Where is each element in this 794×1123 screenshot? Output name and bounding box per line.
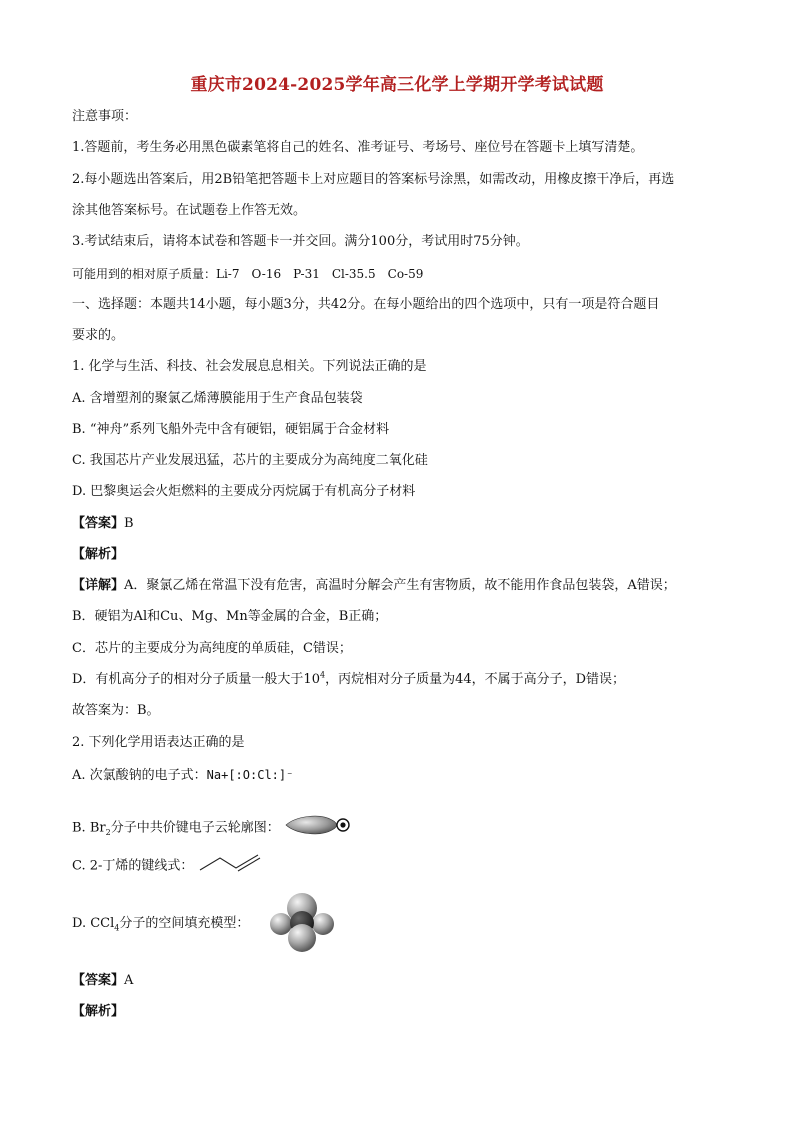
question-1-detail-d <box>72 671 724 689</box>
option-c-text: C. 2-丁烯的键线式： <box>72 858 194 874</box>
electron-formula: Na+[:O:Cl:]⁻ <box>206 768 294 782</box>
detail-text: A．聚氯乙烯在常温下没有危害，高温时分解会产生有害物质，故不能用作食品包装袋，A错误； <box>124 578 676 593</box>
question-2-option-a <box>72 766 724 785</box>
question-2-option-d <box>72 915 724 933</box>
option-b-label: B. <box>72 820 90 836</box>
question-1-detail-b: B．硬铝为Al和Cu、Mg、Mn等金属的合金，B正确； <box>72 609 388 624</box>
section-heading: 一、选择题：本题共14小题，每小题3分，共42分。在每小题给出的四个选项中，只有一项是符合题目 <box>72 297 660 312</box>
question-1-option-b: B. “神舟”系列飞船外壳中含有硬铝，硬铝属于合金材料 <box>72 422 390 437</box>
notice-item: 2.每小题选出答案后，用2B铅笔把答题卡上对应题目的答案标号涂黑，如需改动，用橡皮擦干净后，再选 <box>72 172 675 187</box>
option-d-text: 分子的空间填充模型： <box>119 916 250 931</box>
detail-label: 【详解】 <box>72 578 125 593</box>
section-heading-cont: 要求的。 <box>72 328 125 343</box>
detail-d-text-cont: ，丙烷相对分子质量为44，不属于高分子，D错误； <box>325 672 626 687</box>
subscript: 4 <box>114 923 120 933</box>
molecule: Br <box>89 820 106 836</box>
detail-d-text: D．有机高分子的相对分子质量一般大于10 <box>72 672 320 687</box>
bond-line-figure <box>198 852 268 880</box>
atomic-masses: 可能用到的相对原子质量：Li-7 O-16 P-31 Cl-35.5 Co-59 <box>72 267 424 281</box>
answer-value: B <box>124 516 134 531</box>
question-1-answer <box>72 515 724 533</box>
exponent: 4 <box>319 670 326 680</box>
question-1-stem: 1. 化学与生活、科技、社会发展息息相关。下列说法正确的是 <box>72 359 427 374</box>
question-1-conclusion: 故答案为：B。 <box>72 703 160 718</box>
analysis-label: 【解析】 <box>72 1004 125 1019</box>
option-a-text: A. 次氯酸钠的电子式： <box>72 768 207 783</box>
question-2-answer <box>72 972 724 990</box>
question-2-analysis <box>72 1003 724 1021</box>
subscript: 2 <box>105 828 111 838</box>
option-d-label: D. <box>72 916 91 931</box>
question-1-detail-c: C．芯片的主要成分为高纯度的单质硅，C错误； <box>72 641 352 656</box>
answer-label: 【答案】 <box>72 973 125 988</box>
notice-item: 涂其他答案标号。在试题卷上作答无效。 <box>72 203 307 218</box>
analysis-label: 【解析】 <box>72 547 125 562</box>
question-1-analysis <box>72 546 724 564</box>
notice-heading: 注意事项： <box>72 109 138 124</box>
question-1-option-a: A. 含增塑剂的聚氯乙烯薄膜能用于生产食品包装袋 <box>72 391 363 406</box>
option-b-text: 分子中共价键电子云轮廓图： <box>110 820 280 836</box>
question-1-option-d: D. 巴黎奥运会火炬燃料的主要成分丙烷属于有机高分子材料 <box>72 484 416 499</box>
question-2-option-c <box>72 852 724 880</box>
question-1-option-c: C. 我国芯片产业发展迅猛，芯片的主要成分为高纯度二氧化硅 <box>72 453 428 468</box>
molecule: CCl <box>90 916 115 931</box>
space-filling-model <box>268 890 338 958</box>
page-title: 重庆市2024-2025学年高三化学上学期开学考试试题 <box>190 75 604 95</box>
answer-label: 【答案】 <box>72 516 125 531</box>
question-1-detail-a <box>72 577 724 595</box>
electron-cloud-figure <box>284 812 354 844</box>
question-2-option-b <box>72 812 724 844</box>
question-2-stem: 2. 下列化学用语表达正确的是 <box>72 735 245 750</box>
notice-item: 3.考试结束后，请将本试卷和答题卡一并交回。满分100分，考试用时75分钟。 <box>72 234 529 249</box>
answer-value: A <box>124 973 134 988</box>
notice-item: 1.答题前，考生务必用黑色碳素笔将自己的姓名、准考证号、考场号、座位号在答题卡上填写清楚。 <box>72 140 644 155</box>
